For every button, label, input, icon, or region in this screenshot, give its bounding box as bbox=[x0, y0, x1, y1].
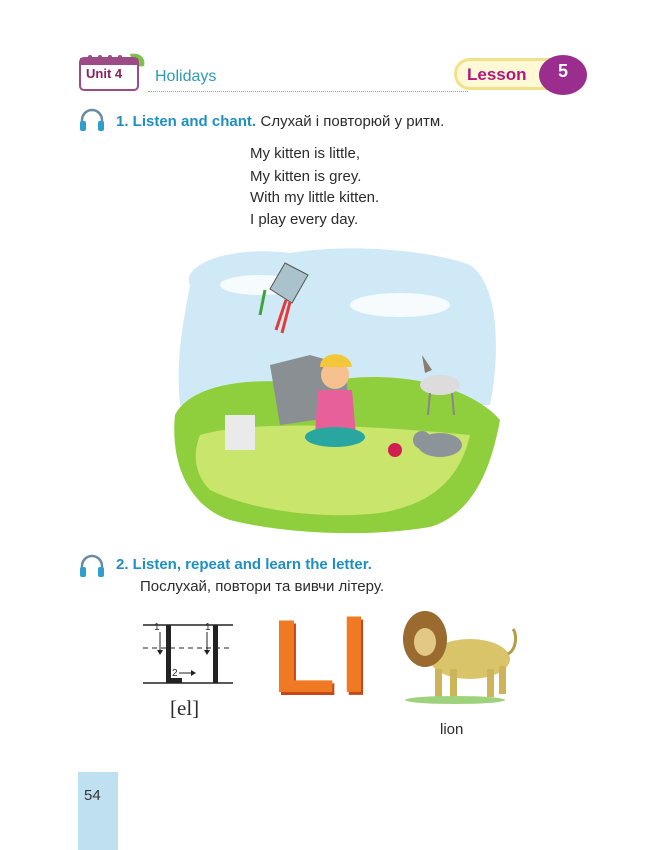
unit-label: Unit 4 bbox=[86, 66, 123, 81]
header-divider bbox=[148, 91, 468, 92]
picture-caption: lion bbox=[440, 721, 464, 738]
transcription: [el] bbox=[170, 696, 200, 720]
stroke-number: 1 bbox=[154, 622, 160, 633]
poem-line: I play every day. bbox=[250, 211, 359, 228]
poem-line: My kitten is little, bbox=[250, 145, 361, 162]
task2-title: 2. Listen, repeat and learn the letter. bbox=[116, 556, 372, 573]
big-letter: Ll bbox=[272, 599, 373, 715]
task2-subtitle: Послухай, повтори та вивчи літеру. bbox=[140, 578, 384, 595]
task1-heading bbox=[116, 113, 444, 131]
poem-line: My kitten is grey. bbox=[250, 168, 362, 185]
task1-subtitle: Слухай і повторюй у ритм. bbox=[260, 113, 445, 130]
lesson-number: 5 bbox=[557, 61, 568, 81]
illustration-girl-kitten-goat bbox=[170, 245, 505, 535]
stroke-number: 1 bbox=[205, 622, 211, 633]
task1-title: 1. Listen and chant. bbox=[116, 113, 257, 130]
page-number: 54 bbox=[84, 787, 101, 804]
page-number-strip bbox=[78, 772, 118, 850]
stroke-number: 2 bbox=[172, 668, 178, 679]
poem-line: With my little kitten. bbox=[250, 189, 380, 206]
lion-picture bbox=[395, 604, 520, 704]
lesson-label: Lesson bbox=[467, 65, 527, 84]
section-title: Holidays bbox=[155, 68, 217, 85]
headphones-icon[interactable] bbox=[78, 106, 106, 134]
headphones-icon[interactable] bbox=[78, 552, 106, 580]
